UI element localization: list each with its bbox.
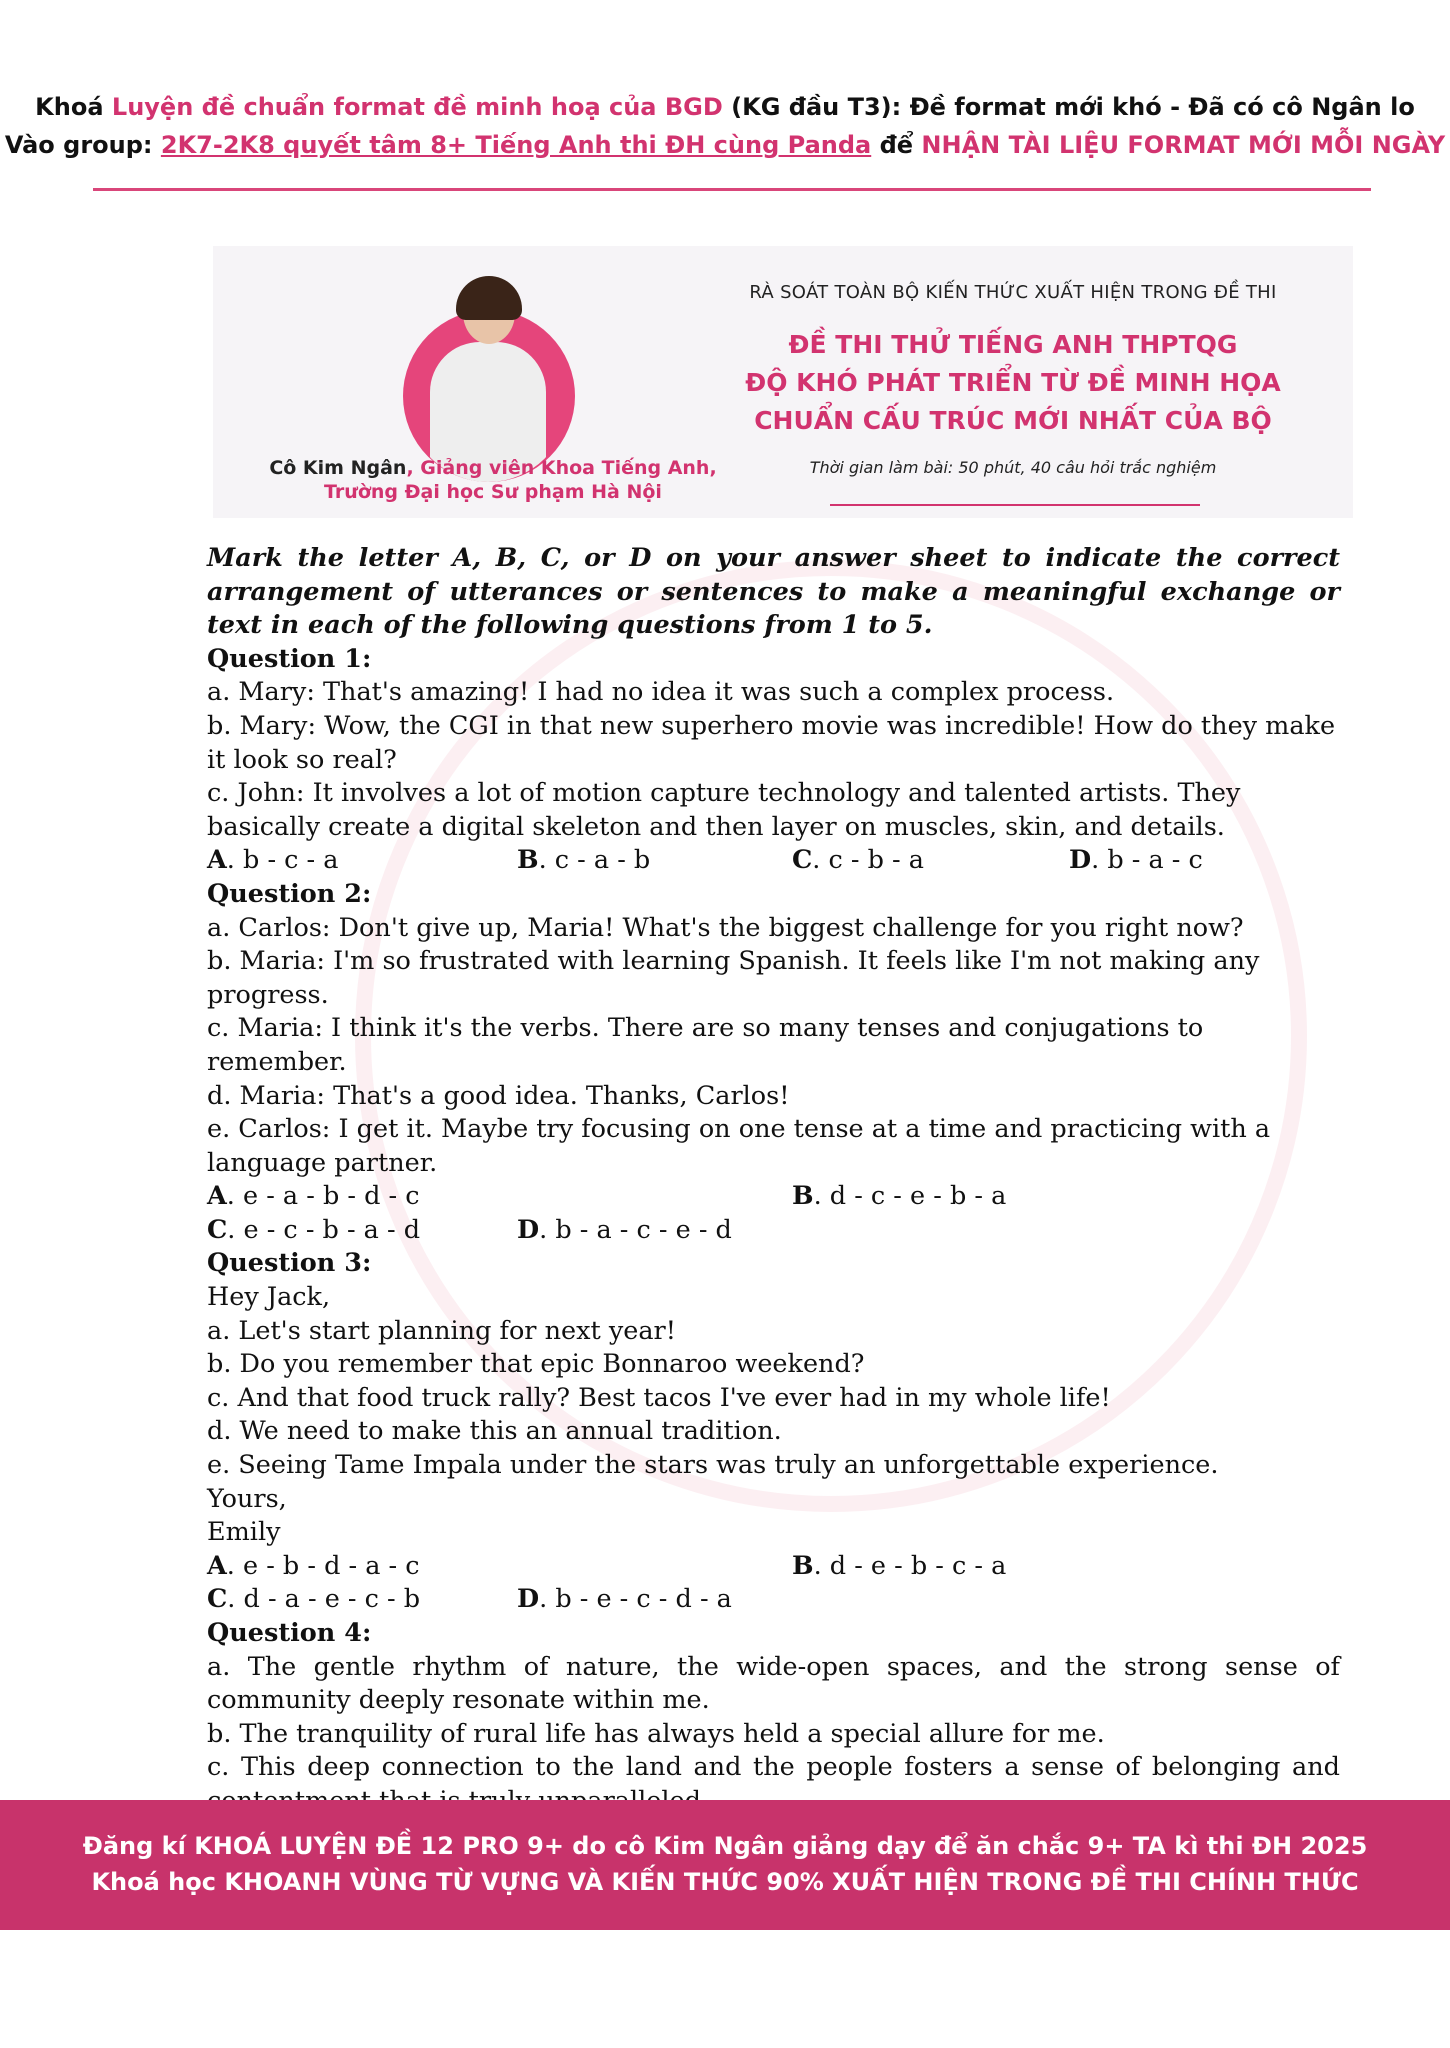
promo-line-1: Khoá Luyện đề chuẩn format đề minh hoạ của BGD (KG đầu T3): Đề format mới khó - Đã có cô Ngân lo: [35, 93, 1415, 121]
question-line: d. Maria: That's a good idea. Thanks, Carlos!: [207, 1080, 790, 1111]
footer-line-2: Khoá học KHOANH VÙNG TỪ VỰNG VÀ KIẾN THỨC 90% XUẤT HIỆN TRONG ĐỀ THI CHÍNH THỨC: [91, 1868, 1359, 1896]
promo-footer: [0, 1800, 1450, 1930]
instruction: Mark the letter A, B, C, or D on your answer sheet to indicate the correct arrangement of utterances or sentences to make a meaningful exchange or text in each of the following questions from 1 to 5.: [207, 543, 1340, 641]
group-link[interactable]: 2K7-2K8 quyết tâm 8+ Tiếng Anh thi ĐH cùng Panda: [160, 131, 872, 159]
question-line: a. Carlos: Don't give up, Maria! What's the biggest challenge for you right now?: [207, 912, 1244, 943]
options-row: [207, 1214, 1340, 1248]
option-c[interactable]: C. c - b - a: [792, 845, 924, 876]
options-row: [207, 1550, 1340, 1584]
options-row: [207, 1583, 1340, 1617]
option-a[interactable]: A. b - c - a: [207, 845, 339, 876]
question-line: a. Let's start planning for next year!: [207, 1315, 676, 1346]
question-line: Hey Jack,: [207, 1282, 331, 1313]
option-b[interactable]: B. d - c - e - b - a: [792, 1181, 1007, 1212]
option-c[interactable]: C. d - a - e - c - b: [207, 1584, 421, 1615]
options-row: [207, 844, 1340, 878]
option-d[interactable]: D. b - a - c: [1069, 845, 1203, 876]
question-line: c. This deep connection to the land and the people fosters a sense of belonging and: [207, 1752, 1340, 1783]
question-line: b. Do you remember that epic Bonnaroo weekend?: [207, 1349, 865, 1380]
review-line: RÀ SOÁT TOÀN BỘ KIẾN THỨC XUẤT HIỆN TRONG ĐỀ THI: [749, 282, 1277, 303]
option-c[interactable]: C. e - c - b - a - d: [207, 1214, 421, 1245]
option-d[interactable]: D. b - e - c - d - a: [517, 1584, 732, 1615]
footer-line-1: Đăng kí KHOÁ LUYỆN ĐỀ 12 PRO 9+ do cô Kim Ngân giảng dạy để ăn chắc 9+ TA kì thi ĐH 2025: [82, 1832, 1368, 1860]
question-title: Question 4:: [207, 1618, 372, 1648]
option-b[interactable]: B. d - e - b - c - a: [792, 1550, 1007, 1581]
promo-line-2: Vào group: 2K7-2K8 quyết tâm 8+ Tiếng Anh thi ĐH cùng Panda để NHẬN TÀI LIỆU FORMAT MỚI MỖI NGÀY: [4, 131, 1446, 159]
question-line: Yours,: [207, 1483, 287, 1514]
question-line: Emily: [207, 1517, 281, 1548]
options-row: [207, 1180, 1340, 1214]
question-line: a. Mary: That's amazing! I had no idea it was such a complex process.: [207, 677, 1115, 708]
question-line: e. Carlos: I get it. Maybe try focusing on one tense at a time and practicing with a language partner.: [207, 1114, 1271, 1178]
question-line: d. We need to make this an annual tradition.: [207, 1416, 782, 1447]
promo-header: [0, 88, 1450, 164]
teacher-caption: Cô Kim Ngân, Giảng viên Khoa Tiếng Anh, Trường Đại học Sư phạm Hà Nội: [269, 457, 717, 503]
question-line: c. John: It involves a lot of motion capture technology and talented artists. They basically create a digital skeleton and then layer on muscles, skin, and details.: [207, 778, 1241, 842]
question-line: c. And that food truck rally? Best tacos I've ever had in my whole life!: [207, 1382, 1111, 1413]
question-title: Question 3:: [207, 1248, 372, 1279]
exam-time: Thời gian làm bài: 50 phút, 40 câu hỏi trắc nghiệm: [809, 458, 1217, 477]
exam-content: [207, 542, 1340, 1819]
question-line: a. The gentle rhythm of nature, the wide-open spaces, and the strong sense of community deeply resonate within me.: [207, 1651, 1340, 1716]
question-title: Question 1:: [207, 643, 372, 674]
question-line: b. The tranquility of rural life has always held a special allure for me.: [207, 1718, 1105, 1749]
question-line: e. Seeing Tame Impala under the stars was truly an unforgettable experience.: [207, 1450, 1219, 1481]
exam-title: ĐỀ THI THỬ TIẾNG ANH THPTQG ĐỘ KHÓ PHÁT TRIỂN TỪ ĐỀ MINH HỌA CHUẨN CẤU TRÚC MỚI NHẤT CỦA BỘ: [745, 330, 1281, 435]
header-divider: [93, 188, 1371, 191]
question-line: b. Mary: Wow, the CGI in that new superhero movie was incredible! How do they make it look so real?: [207, 710, 1336, 775]
photo-hair-shape: [456, 276, 522, 320]
question-line: c. Maria: I think it's the verbs. There are so many tenses and conjugations to remember.: [207, 1013, 1204, 1077]
option-a[interactable]: A. e - a - b - d - c: [207, 1181, 420, 1212]
option-d[interactable]: D. b - a - c - e - d: [517, 1214, 732, 1245]
question-title: Question 2:: [207, 878, 372, 909]
banner-divider: [830, 504, 1200, 506]
teacher-photo: [408, 276, 568, 482]
option-b[interactable]: B. c - a - b: [517, 845, 651, 876]
exam-banner: [213, 246, 1353, 518]
option-a[interactable]: A. e - b - d - a - c: [207, 1550, 420, 1581]
question-line: b. Maria: I'm so frustrated with learning Spanish. It feels like I'm not making any progress.: [207, 946, 1260, 1010]
